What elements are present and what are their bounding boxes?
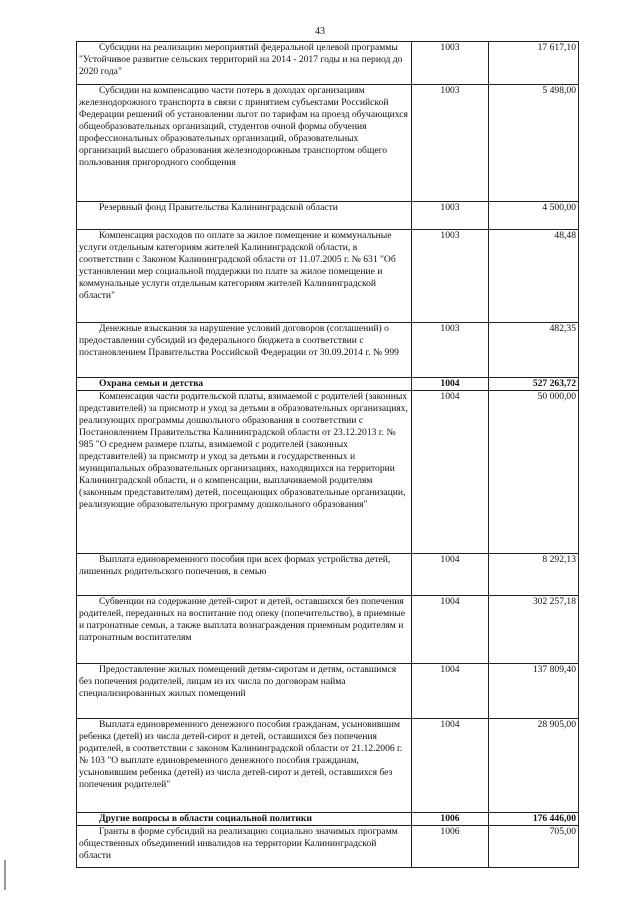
expense-name: Компенсация части родительской платы, взимаемой с родителей (законных представителей) за присмотр и уход за детьми в образовательных организациях, реализующих программы дошкольного образования в соответствии с Постановлением Правительства Калининградской области от 23.12.2013 г. № 985 "О среднем размере платы, взимаемой с родителей (законных представителей) за присмотр и уход за детьми в государственных и муниципальных образовательных организациях, находящихся на территории Калининградской области, и о компенсации, выплачиваемой родителям (законным представителям) детей, посещающих образовательные организации, реализующие образовательную программу дошкольного образования": [77, 391, 412, 554]
expense-name: Субсидии на реализацию мероприятий федеральной целевой программы "Устойчивое развитие сельских территорий на 2014 - 2017 годы и на период до 2020 года": [77, 42, 412, 85]
expense-name: Другие вопросы в области социальной политики: [77, 813, 412, 826]
table-row: [77, 813, 579, 826]
section-code: 1003: [412, 202, 489, 230]
amount-value: 482,35: [489, 323, 579, 378]
expense-name: Резервный фонд Правительства Калининградской области: [77, 202, 412, 230]
amount-value: 17 617,10: [489, 42, 579, 85]
amount-value: 28 905,00: [489, 719, 579, 813]
table-row: [77, 42, 579, 85]
expense-name: Гранты в форме субсидий на реализацию социально значимых программ общественных объединений инвалидов на территории Калининградской области: [77, 826, 412, 868]
amount-value: 705,00: [489, 826, 579, 868]
expense-name: Выплата единовременного денежного пособия гражданам, усыновившим ребенка (детей) из числа детей-сирот и детей, оставшихся без попечения родителей, в соответствии с законом Калининградской области от 21.12.2006 г. № 103 "О выплате единовременного денежного пособия гражданам, усыновившим ребенка (детей) из числа детей-сирот и детей, оставшихся без попечения родителей": [77, 719, 412, 813]
section-code: 1004: [412, 664, 489, 719]
expense-name: Денежные взыскания за нарушение условий договоров (соглашений) о предоставлении субсидий из федерального бюджета в соответствии с постановлением Правительства Российской Федерации от 30.09.2014 г. № 999: [77, 323, 412, 378]
section-code: 1004: [412, 391, 489, 554]
table-row: [77, 378, 579, 391]
table-row: [77, 230, 579, 323]
amount-value: 176 446,00: [489, 813, 579, 826]
table-row: [77, 664, 579, 719]
section-code: 1003: [412, 323, 489, 378]
expense-name: Компенсация расходов по оплате за жилое помещение и коммунальные услуги отдельным категориям жителей Калининградской области, в соответствии с Законом Калининградской области от 11.07.2005 г. № 631 "Об установлении мер социальной поддержки по плате за жилое помещение и коммунальные услуги отдельным категориям жителей Калининградской области": [77, 230, 412, 323]
section-code: 1003: [412, 85, 489, 202]
amount-value: 4 500,00: [489, 202, 579, 230]
amount-value: 50 000,00: [489, 391, 579, 554]
section-code: 1004: [412, 378, 489, 391]
amount-value: 527 263,72: [489, 378, 579, 391]
amount-value: 302 257,18: [489, 596, 579, 664]
table-row: [77, 391, 579, 554]
section-code: 1003: [412, 42, 489, 85]
expense-name: Субсидии на компенсацию части потерь в доходах организациям железнодорожного транспорта в связи с принятием субъектами Российской Федерации решений об установлении льгот по тарифам на проезд обучающихся общеобразовательных организаций, студентов очной формы обучения профессиональных образовательных организаций, образовательных организаций высшего образования железнодорожным транспортом общего пользования пригородного сообщения: [77, 85, 412, 202]
table-row: [77, 826, 579, 868]
amount-value: 8 292,13: [489, 554, 579, 596]
table-row: [77, 323, 579, 378]
expense-name: Выплата единовременного пособия при всех формах устройства детей, лишенных родительского попечения, в семью: [77, 554, 412, 596]
amount-value: 5 498,00: [489, 85, 579, 202]
expense-name: Субвенции на содержание детей-сирот и детей, оставшихся без попечения родителей, переданных на воспитание под опеку (попечительство), в приемные и патронатные семьи, а также выплата вознаграждения приемным родителям и патронатным воспитателям: [77, 596, 412, 664]
expense-name: Охрана семьи и детства: [77, 378, 412, 391]
table-row: [77, 202, 579, 230]
amount-value: 137 809,40: [489, 664, 579, 719]
table-row: [77, 719, 579, 813]
table-row: [77, 85, 579, 202]
amount-value: 48,48: [489, 230, 579, 323]
section-code: 1006: [412, 826, 489, 868]
table-row: [77, 554, 579, 596]
table-row: [77, 596, 579, 664]
section-code: 1003: [412, 230, 489, 323]
budget-table: [76, 41, 579, 868]
section-code: 1004: [412, 719, 489, 813]
section-code: 1004: [412, 596, 489, 664]
scan-edge-mark: [4, 860, 10, 890]
section-code: 1004: [412, 554, 489, 596]
expense-name: Предоставление жилых помещений детям-сиротам и детям, оставшимся без попечения родителей, лицам из их числа по договорам найма специализированных жилых помещений: [77, 664, 412, 719]
page-number: 43: [315, 26, 325, 37]
section-code: 1006: [412, 813, 489, 826]
